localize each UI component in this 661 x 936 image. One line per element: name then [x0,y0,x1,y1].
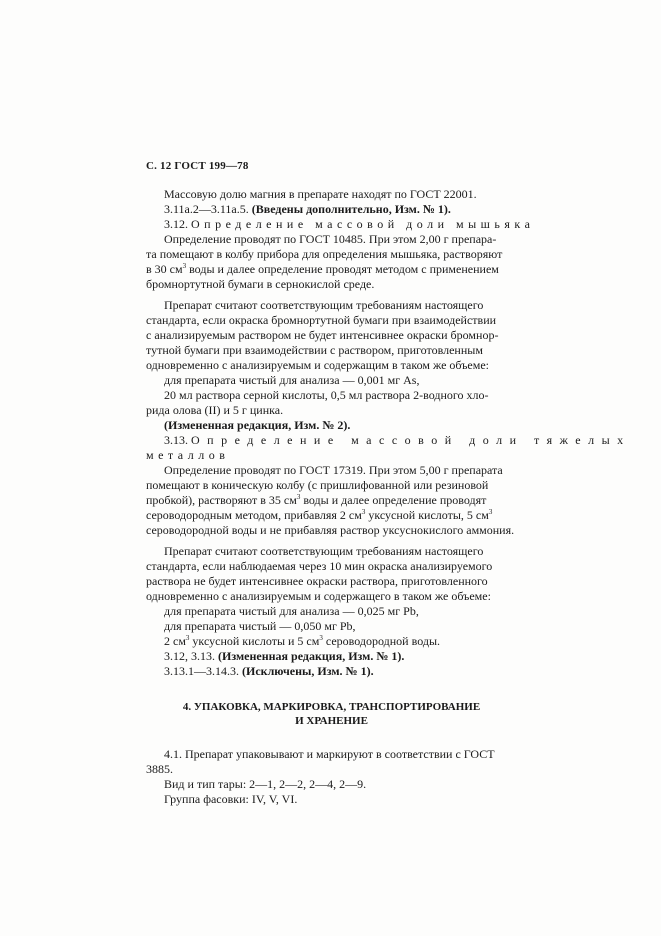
text-line: 3885. [146,762,173,776]
clause-title-continued: металлов [146,448,230,462]
text-line: одновременно с анализируемым и содержащим в таком же объеме: [146,358,490,372]
text-line: 4.1. Препарат упаковывают и маркируют в соответствии с ГОСТ [164,747,495,761]
amendment-line [146,664,517,679]
text-line: сероводородной воды и не прибавляя раствор уксуснокислого аммония. [146,523,515,537]
text-line: стандарта, если наблюдаемая через 10 мин окраска анализируемого [146,559,493,573]
text-line: Препарат считают соответствующим требованиям настоящего [164,544,484,558]
text-line: Препарат считают соответствующим требованиям настоящего [164,298,484,312]
text-line: тутной бумаги при взаимодействии с раствором, приготовленным [146,343,483,357]
amendment-note: (Исключены, Изм. № 1). [242,664,374,678]
amendment-line [146,649,517,664]
text-line: пробкой), растворяют в 35 $см^3$ воды и далее определение проводят [146,493,487,507]
text-line: для препарата чистый для анализа — 0,025 мг Pb, [164,604,419,618]
clause-number: 3.13. [164,433,188,447]
text-line: та помещают в колбу прибора для определения мышьяка, растворяют [146,247,503,261]
clause-number: 3.12. [164,217,188,231]
text-line: стандарта, если окраска бромнортутной бумаги при взаимодействии [146,313,497,327]
text-line: одновременно с анализируемым и содержащего в таком же объеме: [146,589,491,603]
text-line: 20 мл раствора серной кислоты, 0,5 мл раствора 2-водного хло- [164,388,489,402]
clause-title: Определение массовой доли тяжелых [191,433,631,447]
clause-title: Определение массовой доли мышьяка [191,217,535,231]
document-body [146,187,631,807]
paragraph-3-11a [146,202,517,217]
text-line: в 30 $см^3$ воды и далее определение проводят методом с применением [146,262,499,276]
text-line: Группа фасовки: IV, V, VI. [164,792,298,806]
clause-3-13-heading [146,433,631,448]
text-line: для препарата чистый для анализа — 0,001 мг As, [164,373,420,387]
text-line: помещают в коническую колбу (с пришлифованной или резиновой [146,478,489,492]
text-line: Вид и тип тары: 2—1, 2—2, 2—4, 2—9. [164,777,367,791]
clause-3-12-heading [146,217,535,232]
text-line: рида олова (II) и 5 г цинка. [146,403,284,417]
clause-number: 3.13.1—3.14.3. [164,664,239,678]
text-line: 2 $см^3$ уксусной кислоты и 5 $см^3$ сероводородной воды. [164,634,441,648]
amendment-note: (Введены дополнительно, Изм. № 1). [251,202,451,216]
text-line: Определение проводят по ГОСТ 10485. При этом 2,00 г препара- [164,232,497,246]
text-line: Определение проводят по ГОСТ 17319. При этом 5,00 г препарата [164,463,503,477]
text-line: с анализируемым раствором не будет интенсивнее окраски бромнор- [146,328,499,342]
text-line: сероводородным методом, прибавляя 2 $см^3$ уксусной кислоты, 5 $см^3$ [146,508,493,522]
text-line: раствора не будет интенсивнее окраски раствора, приготовленного [146,574,488,588]
amendment-note: (Измененная редакция, Изм. № 2). [164,418,351,432]
text-line: бромнортутной бумаги в сернокислой среде. [146,277,375,291]
clause-number: 3.12, 3.13. [164,649,215,663]
text-line: для препарата чистый — 0,050 мг Pb, [164,619,356,633]
amendment-note: (Измененная редакция, Изм. № 1). [218,649,405,663]
paragraph-magnesium: Массовую долю магния в препарате находят по ГОСТ 22001. [164,187,477,201]
clause-number: 3.11а.2—3.11а.5. [164,202,249,216]
section-4-title: 4. УПАКОВКА, МАРКИРОВКА, ТРАНСПОРТИРОВАНИЕ И ХРАНЕНИЕ [182,701,481,727]
page-header: С. 12 ГОСТ 199—78 [146,160,249,172]
